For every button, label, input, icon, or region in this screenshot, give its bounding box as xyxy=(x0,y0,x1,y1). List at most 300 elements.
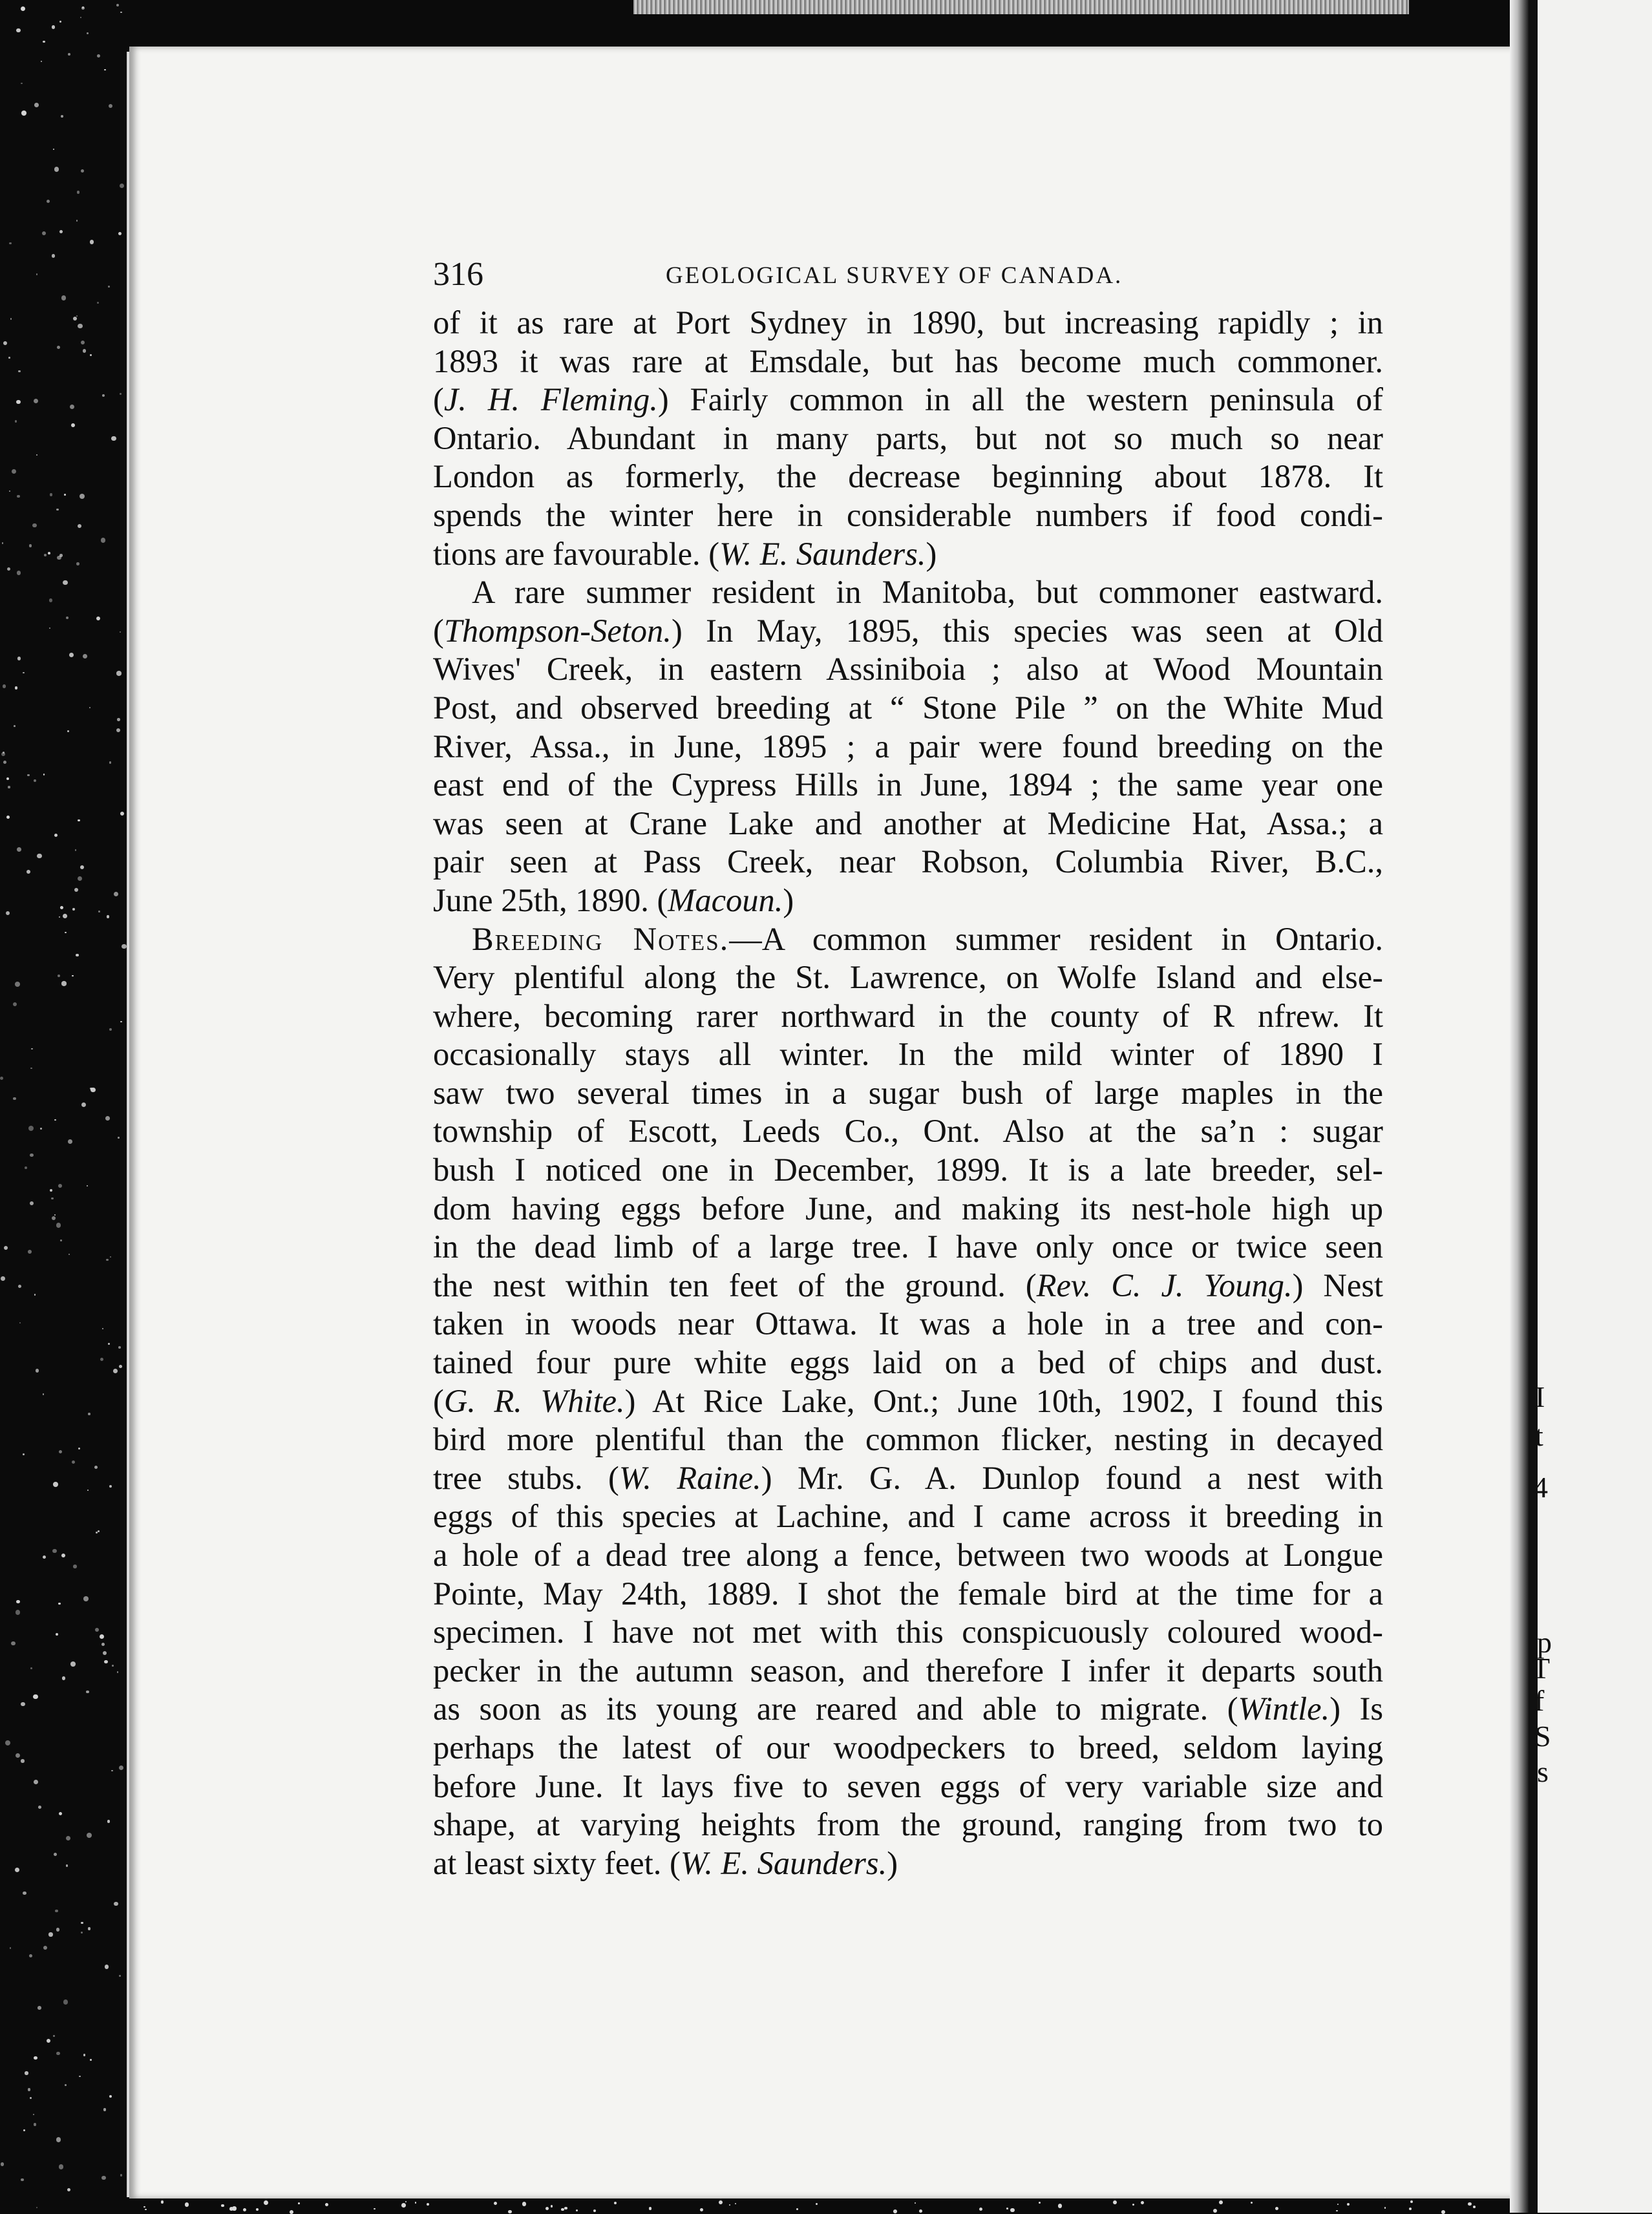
dust-speck xyxy=(74,888,79,892)
dust-speck xyxy=(63,1999,69,2005)
text-segment: bird more plentiful than the common flicker, nesting in decayed xyxy=(433,1421,1383,1458)
dust-speck xyxy=(1039,2202,1041,2204)
dust-speck xyxy=(114,892,118,896)
dust-speck xyxy=(17,571,21,575)
dust-speck xyxy=(56,2137,61,2142)
dust-speck xyxy=(54,1119,56,1121)
dust-speck xyxy=(15,686,18,690)
dust-speck xyxy=(59,1450,62,1453)
dust-speck xyxy=(401,2203,406,2208)
citation-text: Rev. C. J. Young. xyxy=(1036,1267,1293,1303)
body-text xyxy=(433,304,1383,1882)
dust-speck xyxy=(78,324,82,328)
dust-speck xyxy=(15,982,20,987)
dust-speck xyxy=(229,2207,233,2211)
dust-speck xyxy=(719,2200,723,2204)
dust-speck xyxy=(52,25,55,28)
dust-speck xyxy=(81,1932,83,1934)
dust-speck xyxy=(79,494,85,499)
dust-speck xyxy=(108,1343,110,1345)
dust-speck xyxy=(102,394,105,397)
dust-speck xyxy=(81,169,84,173)
dust-speck xyxy=(25,2071,28,2075)
text-segment: specimen. I have not met with this conspicuously coloured wood- xyxy=(433,1614,1383,1650)
dust-speck xyxy=(86,1691,89,1694)
text-line xyxy=(433,535,1383,574)
dust-speck xyxy=(1410,2200,1413,2203)
text-line xyxy=(433,1575,1383,1614)
text-line xyxy=(433,343,1383,381)
dust-speck xyxy=(76,562,79,565)
dust-speck xyxy=(97,302,99,304)
dust-speck xyxy=(13,1002,17,1007)
dust-speck xyxy=(69,1254,70,1256)
dust-speck xyxy=(87,32,89,34)
dust-speck xyxy=(42,231,46,235)
dust-speck xyxy=(16,1600,20,1604)
dust-speck xyxy=(796,2208,798,2210)
dust-speck xyxy=(28,1126,34,1131)
dust-speck xyxy=(120,393,122,395)
dust-speck xyxy=(67,2188,71,2192)
dust-speck xyxy=(19,1322,21,1324)
dust-speck xyxy=(16,1753,20,1758)
dust-speck xyxy=(18,1285,21,1288)
dust-speck xyxy=(76,220,78,222)
dust-speck xyxy=(30,2097,32,2099)
dust-speck xyxy=(62,1676,65,1680)
dust-speck xyxy=(21,6,25,11)
dust-speck xyxy=(33,2114,34,2115)
dust-speck xyxy=(1473,2206,1476,2208)
dust-speck xyxy=(114,1902,118,1906)
text-line xyxy=(433,304,1383,343)
dust-speck xyxy=(49,627,50,629)
dust-speck xyxy=(78,819,80,822)
text-segment: —A common summer resident in Ontario. xyxy=(729,920,1383,957)
dust-speck xyxy=(65,932,67,934)
dust-speck xyxy=(17,657,21,660)
text-segment: pair seen at Pass Creek, near Robson, Columbia River, B.C., xyxy=(433,843,1383,880)
dust-speck xyxy=(3,752,5,754)
dust-speck xyxy=(43,774,45,775)
dust-speck xyxy=(23,672,24,673)
dust-speck xyxy=(65,2084,67,2086)
dust-speck xyxy=(109,1485,112,1488)
dust-speck xyxy=(37,2006,41,2010)
dust-speck xyxy=(21,83,22,84)
text-line xyxy=(433,728,1383,766)
dust-speck xyxy=(61,295,66,300)
dust-speck xyxy=(50,493,52,496)
dust-speck xyxy=(120,631,122,633)
text-segment: Pointe, May 24th, 1889. I shot the female bird at the time for a xyxy=(433,1575,1383,1612)
text-segment: the nest within ten feet of the ground. ( xyxy=(433,1267,1037,1303)
text-segment: ) xyxy=(887,1844,898,1881)
dust-speck xyxy=(649,2207,651,2209)
dust-speck xyxy=(729,2204,730,2206)
dust-speck xyxy=(34,779,36,782)
text-segment: shape, at varying heights from the ground, ranging from two to xyxy=(433,1806,1383,1843)
text-segment: ) Is xyxy=(1329,1691,1383,1727)
dust-speck xyxy=(1219,2200,1223,2204)
dust-speck xyxy=(919,2209,922,2213)
text-line xyxy=(433,766,1383,805)
dust-speck xyxy=(56,1633,58,1636)
dust-speck xyxy=(415,2202,417,2204)
dust-speck xyxy=(54,1853,57,1856)
dust-speck xyxy=(17,847,21,852)
dust-speck xyxy=(88,1413,90,1415)
text-line xyxy=(433,997,1383,1036)
dust-speck xyxy=(48,552,50,554)
dust-speck xyxy=(61,981,66,986)
dust-speck xyxy=(11,1641,15,1645)
dust-speck xyxy=(118,1346,121,1349)
dust-speck xyxy=(107,1820,110,1822)
dust-speck xyxy=(63,914,67,918)
dust-speck xyxy=(614,2202,617,2204)
dust-speck xyxy=(73,317,77,321)
dust-speck xyxy=(55,1910,58,1913)
dust-speck xyxy=(43,1555,46,1559)
dust-speck xyxy=(427,2203,429,2206)
dust-speck xyxy=(34,2056,37,2060)
text-line xyxy=(433,689,1383,728)
dust-speck xyxy=(243,2208,246,2211)
dust-speck xyxy=(110,1256,112,1258)
dust-speck xyxy=(83,654,87,659)
citation-text: G. R. White. xyxy=(443,1382,625,1419)
text-segment: perhaps the latest of our woodpeckers to breed, seldom laying xyxy=(433,1729,1383,1766)
dust-speck xyxy=(117,1671,119,1673)
dust-speck xyxy=(59,21,61,23)
dust-speck xyxy=(30,1154,33,1157)
dust-speck xyxy=(78,876,82,881)
text-segment: tree stubs. ( xyxy=(433,1459,619,1496)
text-line xyxy=(433,1459,1383,1498)
dust-speck xyxy=(109,761,111,763)
running-head: GEOLOGICAL SURVEY OF CANADA. xyxy=(666,262,1123,289)
dust-speck xyxy=(145,2209,147,2211)
facing-page-fragment: T xyxy=(1532,1652,1551,1685)
text-line xyxy=(433,1420,1383,1459)
dust-speck xyxy=(44,554,46,556)
dust-speck xyxy=(80,865,85,870)
dust-speck xyxy=(96,617,100,620)
dust-speck xyxy=(25,1166,27,1169)
facing-page xyxy=(1529,0,1652,2213)
dust-speck xyxy=(64,494,66,496)
dust-speck xyxy=(48,1932,52,1936)
dust-speck xyxy=(405,2201,407,2202)
text-segment: London as formerly, the decrease beginning about 1878. It xyxy=(433,458,1383,495)
text-segment: ( xyxy=(433,1382,444,1419)
text-segment: A rare summer resident in Manitoba, but commoner eastward. xyxy=(472,574,1383,611)
dust-speck xyxy=(119,1365,122,1368)
dust-speck xyxy=(47,200,50,203)
dust-speck xyxy=(34,2123,37,2126)
dust-speck xyxy=(735,2203,736,2204)
text-segment: a hole of a dead tree along a fence, between two woods at Longue xyxy=(433,1537,1383,1573)
dust-speck xyxy=(28,1250,32,1254)
dust-speck xyxy=(1,2162,5,2166)
dust-speck xyxy=(41,61,42,62)
text-segment: township of Escott, Leeds Co., Ont. Also at the sa’n : sugar xyxy=(433,1113,1383,1150)
dust-speck xyxy=(68,53,70,56)
dust-speck xyxy=(36,454,37,456)
dust-speck xyxy=(109,1028,112,1031)
dust-speck xyxy=(76,954,79,957)
dust-speck xyxy=(54,167,59,172)
dust-speck xyxy=(111,1770,112,1771)
dust-speck xyxy=(60,906,63,909)
dust-speck xyxy=(593,2209,596,2212)
dust-speck xyxy=(16,28,20,32)
dust-speck xyxy=(1409,2208,1412,2210)
dust-speck xyxy=(1337,2204,1339,2205)
dust-speck xyxy=(103,2108,106,2111)
dust-speck xyxy=(87,1833,92,1838)
text-segment: spends the winter here in considerable numbers if food condi- xyxy=(433,496,1383,533)
dust-speck xyxy=(6,816,10,819)
dust-speck xyxy=(508,2210,511,2213)
dust-speck xyxy=(116,728,120,732)
section-heading: Breeding Notes. xyxy=(472,920,730,957)
dust-speck xyxy=(143,2206,145,2208)
dust-speck xyxy=(34,1294,36,1296)
dust-speck xyxy=(75,849,77,851)
dust-speck xyxy=(59,1812,62,1815)
dust-speck xyxy=(1213,2209,1217,2213)
dust-speck xyxy=(105,1965,109,1969)
dust-speck xyxy=(118,232,122,235)
facing-page-fragment: S xyxy=(1534,1720,1551,1753)
dust-speck xyxy=(89,707,90,708)
dust-speck xyxy=(564,2207,567,2210)
dust-speck xyxy=(116,671,121,675)
dust-speck xyxy=(107,915,109,918)
dust-speck xyxy=(59,916,60,918)
citation-text: W. E. Saunders. xyxy=(719,535,926,572)
dust-speck xyxy=(56,509,58,511)
dust-speck xyxy=(108,286,110,288)
text-line xyxy=(433,1190,1383,1228)
text-line xyxy=(433,1690,1383,1729)
book-top-edge xyxy=(633,0,1409,14)
text-segment: tions are favourable. ( xyxy=(433,535,720,572)
text-segment: 1893 it was rare at Emsdale, but has become much commoner. xyxy=(433,343,1383,379)
text-segment: where, becoming rarer northward in the county of R nfrew. It xyxy=(433,997,1383,1034)
text-line xyxy=(433,419,1383,458)
dust-speck xyxy=(81,6,85,10)
text-line xyxy=(433,805,1383,843)
dust-speck xyxy=(34,103,39,107)
dust-speck xyxy=(70,405,74,409)
text-segment: ) At Rice Lake, Ont.; June 10th, 1902, I found this xyxy=(624,1382,1383,1419)
citation-text: J. H. Fleming. xyxy=(443,381,658,418)
dust-speck xyxy=(90,240,94,244)
text-line xyxy=(433,843,1383,881)
dust-speck xyxy=(1275,2207,1278,2210)
dust-speck xyxy=(32,523,36,527)
dust-speck xyxy=(1141,2201,1144,2204)
text-segment: Ontario. Abundant in many parts, but not so much so near xyxy=(433,419,1383,456)
text-segment: was seen at Crane Lake and another at Medicine Hat, Assa.; a xyxy=(433,805,1383,841)
text-segment: ( xyxy=(433,612,444,649)
dust-speck xyxy=(522,2202,526,2206)
dust-speck xyxy=(21,2178,24,2182)
dust-speck xyxy=(27,774,29,776)
text-segment: tained four pure white eggs laid on a bed of chips and dust. xyxy=(433,1344,1383,1381)
dust-speck xyxy=(21,1702,25,1707)
text-line xyxy=(433,1035,1383,1074)
dust-speck xyxy=(36,1369,39,1372)
dust-speck xyxy=(101,538,106,543)
text-line xyxy=(433,1729,1383,1767)
dust-speck xyxy=(14,725,16,727)
dust-speck xyxy=(100,1358,103,1361)
dust-speck xyxy=(94,1466,98,1469)
dust-speck xyxy=(23,1453,25,1455)
dust-speck xyxy=(87,1490,89,1491)
dust-speck xyxy=(34,1780,38,1784)
dust-speck xyxy=(56,1223,61,1227)
dust-speck xyxy=(58,975,60,977)
text-line xyxy=(433,612,1383,651)
dust-speck xyxy=(15,420,17,423)
dust-speck xyxy=(47,2039,51,2043)
dust-speck xyxy=(494,2202,497,2205)
dust-speck xyxy=(77,191,79,193)
dust-speck xyxy=(1441,2210,1445,2214)
dust-speck xyxy=(1468,2202,1471,2206)
dust-speck xyxy=(72,975,74,977)
dust-speck xyxy=(120,2174,123,2177)
dust-speck xyxy=(76,315,78,317)
dust-speck xyxy=(21,111,26,116)
dust-speck xyxy=(56,1928,60,1932)
dust-speck xyxy=(1010,2208,1015,2213)
dust-speck xyxy=(36,273,38,275)
dust-speck xyxy=(1114,2201,1115,2202)
dust-speck xyxy=(545,2207,549,2210)
dust-speck xyxy=(23,2129,25,2131)
text-line xyxy=(433,1497,1383,1536)
dust-speck xyxy=(87,1185,89,1187)
dust-speck xyxy=(53,2035,55,2037)
dust-speck xyxy=(10,1947,11,1948)
facing-page-fragment: I xyxy=(1535,1380,1545,1413)
dust-speck xyxy=(59,2164,63,2169)
text-line xyxy=(433,1536,1383,1575)
dust-speck xyxy=(60,1239,62,1241)
text-segment: at least sixty feet. ( xyxy=(433,1844,681,1881)
dust-speck xyxy=(16,1610,20,1614)
dust-speck xyxy=(10,318,12,320)
text-line xyxy=(433,1806,1383,1844)
dust-speck xyxy=(43,1393,45,1395)
dust-speck xyxy=(13,1097,16,1101)
dust-speck xyxy=(122,944,127,949)
dust-speck xyxy=(290,2210,293,2214)
dust-speck xyxy=(26,870,30,874)
dust-speck xyxy=(81,1102,86,1107)
text-line xyxy=(433,381,1383,419)
dust-speck xyxy=(83,2054,85,2056)
text-line xyxy=(433,496,1383,535)
dust-speck xyxy=(78,524,82,529)
page-number: 316 xyxy=(433,256,483,293)
text-line xyxy=(433,1652,1383,1691)
dust-speck xyxy=(106,1259,109,1261)
dust-speck xyxy=(54,1214,56,1216)
dust-speck xyxy=(12,469,16,474)
dust-speck xyxy=(70,1661,75,1666)
facing-page-fragment: s xyxy=(1537,1755,1549,1788)
dust-speck xyxy=(109,104,112,108)
dust-speck xyxy=(49,598,53,602)
dust-speck xyxy=(71,423,75,427)
dust-speck xyxy=(104,1660,107,1663)
dust-speck xyxy=(103,1651,107,1655)
dust-speck xyxy=(52,1549,57,1554)
text-line xyxy=(433,1613,1383,1652)
text-segment: taken in woods near Ottawa. It was a hole in a tree and con- xyxy=(433,1305,1383,1342)
dust-speck xyxy=(6,911,10,915)
facing-page-fragment: f xyxy=(1534,1684,1545,1717)
dust-speck xyxy=(120,184,124,188)
dust-speck xyxy=(119,1766,124,1771)
dust-speck xyxy=(43,1946,47,1950)
text-line xyxy=(433,1228,1383,1267)
text-segment: before June. It lays five to seven eggs of very variable size and xyxy=(433,1767,1383,1804)
dust-speck xyxy=(53,149,55,151)
text-segment: east end of the Cypress Hills in June, 1894 ; the same year one xyxy=(433,766,1383,803)
dust-speck xyxy=(61,1554,66,1558)
dust-speck xyxy=(38,1806,41,1809)
dust-speck xyxy=(23,1892,26,1895)
dust-speck xyxy=(576,2209,578,2211)
dust-speck xyxy=(2,542,4,544)
dust-speck xyxy=(111,436,116,441)
facing-page-fragment: t xyxy=(1535,1419,1543,1452)
dust-speck xyxy=(73,1565,77,1568)
dust-speck xyxy=(4,1246,8,1250)
dust-speck xyxy=(52,1216,56,1220)
dust-speck xyxy=(0,1077,3,1080)
text-segment: ( xyxy=(433,381,444,418)
dust-speck xyxy=(56,2052,60,2056)
text-line xyxy=(433,958,1383,997)
dust-speck xyxy=(9,490,11,492)
dust-speck xyxy=(72,908,75,911)
text-segment: ) In May, 1895, this species was seen at Old xyxy=(671,612,1383,649)
dust-speck xyxy=(102,1328,103,1329)
dust-speck xyxy=(1006,2208,1008,2209)
dust-speck xyxy=(59,230,63,233)
dust-speck xyxy=(816,2203,818,2205)
dust-speck xyxy=(101,2176,106,2180)
dust-speck xyxy=(298,2202,300,2204)
dust-speck xyxy=(117,718,120,721)
page-header xyxy=(433,255,1383,300)
text-segment: pecker in the autumn season, and therefore I infer it departs south xyxy=(433,1652,1383,1689)
dust-speck xyxy=(3,684,6,688)
dust-speck xyxy=(50,1189,52,1192)
citation-text: Wintle. xyxy=(1238,1691,1330,1727)
dust-speck xyxy=(34,399,38,403)
